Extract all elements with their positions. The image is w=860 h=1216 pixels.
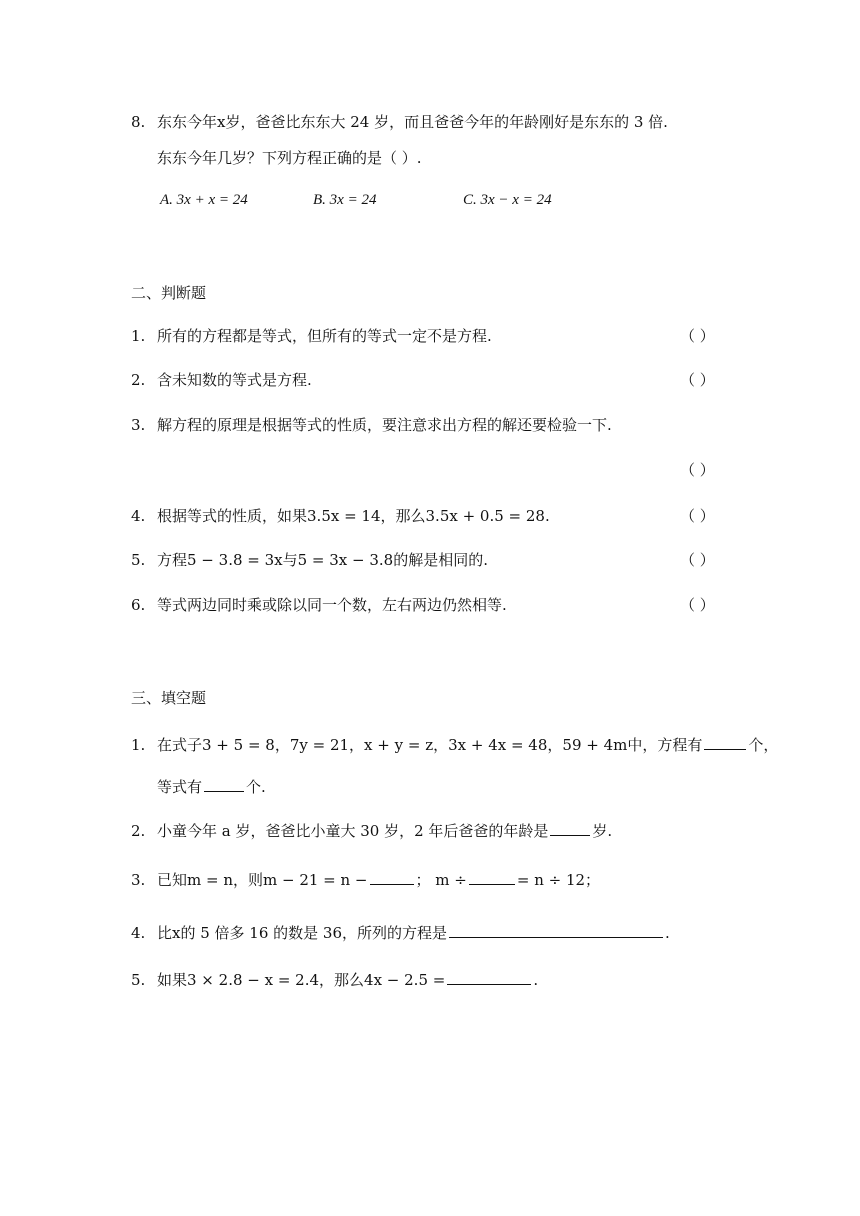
item-number: 2. bbox=[131, 822, 146, 840]
answer-blank[interactable] bbox=[204, 777, 244, 792]
fill-item-1-line1 bbox=[131, 735, 778, 755]
item-number: 2. bbox=[131, 371, 146, 389]
item-text: 个， bbox=[748, 736, 779, 754]
answer-paren[interactable]: （ ） bbox=[680, 507, 715, 525]
fill-item-2 bbox=[131, 821, 612, 841]
answer-paren[interactable]: （ ） bbox=[680, 551, 715, 569]
fill-item-5 bbox=[131, 970, 538, 990]
answer-blank[interactable] bbox=[550, 821, 590, 836]
item-text: 所有的方程都是等式，但所有的等式一定不是方程. bbox=[157, 327, 492, 345]
fill-item-1-line2 bbox=[157, 777, 266, 797]
item-text: 解方程的原理是根据等式的性质，要注意求出方程的解还要检验一下. bbox=[157, 416, 612, 434]
judge-item-1 bbox=[131, 326, 492, 346]
item-number: 4. bbox=[131, 924, 146, 942]
item-text: 根据等式的性质，如果3.5x = 14，那么3.5x + 0.5 = 28. bbox=[157, 507, 550, 525]
item-number: 3. bbox=[131, 871, 146, 889]
question-number: 8. bbox=[131, 113, 146, 131]
section-title-judgment: 二、判断题 bbox=[131, 284, 207, 302]
answer-blank[interactable] bbox=[447, 970, 531, 985]
item-number: 5. bbox=[131, 971, 146, 989]
item-text: 个. bbox=[246, 778, 266, 796]
fill-item-4 bbox=[131, 923, 670, 943]
item-text: 含未知数的等式是方程. bbox=[157, 371, 312, 389]
item-text: 比x的 5 倍多 16 的数是 36，所列的方程是 bbox=[157, 924, 448, 942]
item-text: 方程5 − 3.8 = 3x与5 = 3x − 3.8的解是相同的. bbox=[157, 551, 488, 569]
judge-item-6 bbox=[131, 595, 507, 615]
answer-blank[interactable] bbox=[449, 923, 663, 938]
answer-paren[interactable]: （ ） bbox=[680, 371, 715, 389]
answer-paren[interactable]: （ ） bbox=[680, 327, 715, 345]
item-text: . bbox=[533, 971, 539, 989]
item-text: 已知m = n，则m − 21 = n − bbox=[157, 871, 368, 889]
question-text: 东东今年x岁，爸爸比东东大 24 岁，而且爸爸今年的年龄刚好是东东的 3 倍. bbox=[157, 113, 668, 131]
answer-blank[interactable] bbox=[370, 870, 414, 885]
item-text: 在式子3 + 5 = 8，7y = 21，x + y = z，3x + 4x = 48，59 + 4m中，方程有 bbox=[157, 736, 703, 754]
answer-paren[interactable]: （ ） bbox=[680, 461, 715, 479]
judge-item-4 bbox=[131, 506, 550, 526]
item-text: = n ÷ 12； bbox=[516, 871, 601, 889]
item-number: 4. bbox=[131, 507, 146, 525]
answer-blank[interactable] bbox=[704, 735, 746, 750]
choice-a: A. 3x + x = 24 bbox=[160, 192, 248, 208]
item-number: 1. bbox=[131, 327, 146, 345]
item-number: 3. bbox=[131, 416, 146, 434]
item-text: 小童今年 a 岁，爸爸比小童大 30 岁，2 年后爸爸的年龄是 bbox=[157, 822, 549, 840]
choice-b: B. 3x = 24 bbox=[313, 192, 377, 208]
question-8-line2: 东东今年几岁？下列方程正确的是（ ）. bbox=[157, 149, 422, 167]
item-number: 1. bbox=[131, 736, 146, 754]
judge-item-3 bbox=[131, 415, 612, 435]
judge-item-5 bbox=[131, 550, 488, 570]
answer-paren[interactable]: （ ） bbox=[680, 596, 715, 614]
answer-blank[interactable] bbox=[469, 870, 515, 885]
fill-item-3 bbox=[131, 870, 600, 890]
choice-c: C. 3x − x = 24 bbox=[463, 192, 552, 208]
item-text: 等式有 bbox=[157, 778, 203, 796]
item-text: 岁. bbox=[592, 822, 613, 840]
section-title-fill-in: 三、填空题 bbox=[131, 689, 207, 707]
item-number: 6. bbox=[131, 596, 146, 614]
question-8-line1 bbox=[131, 112, 668, 132]
judge-item-2 bbox=[131, 370, 312, 390]
item-text: . bbox=[665, 924, 670, 942]
item-text: 如果3 × 2.8 − x = 2.4，那么4x − 2.5 = bbox=[157, 971, 446, 989]
item-text: 等式两边同时乘或除以同一个数，左右两边仍然相等. bbox=[157, 596, 507, 614]
item-text: ； m ÷ bbox=[415, 871, 467, 889]
item-number: 5. bbox=[131, 551, 146, 569]
